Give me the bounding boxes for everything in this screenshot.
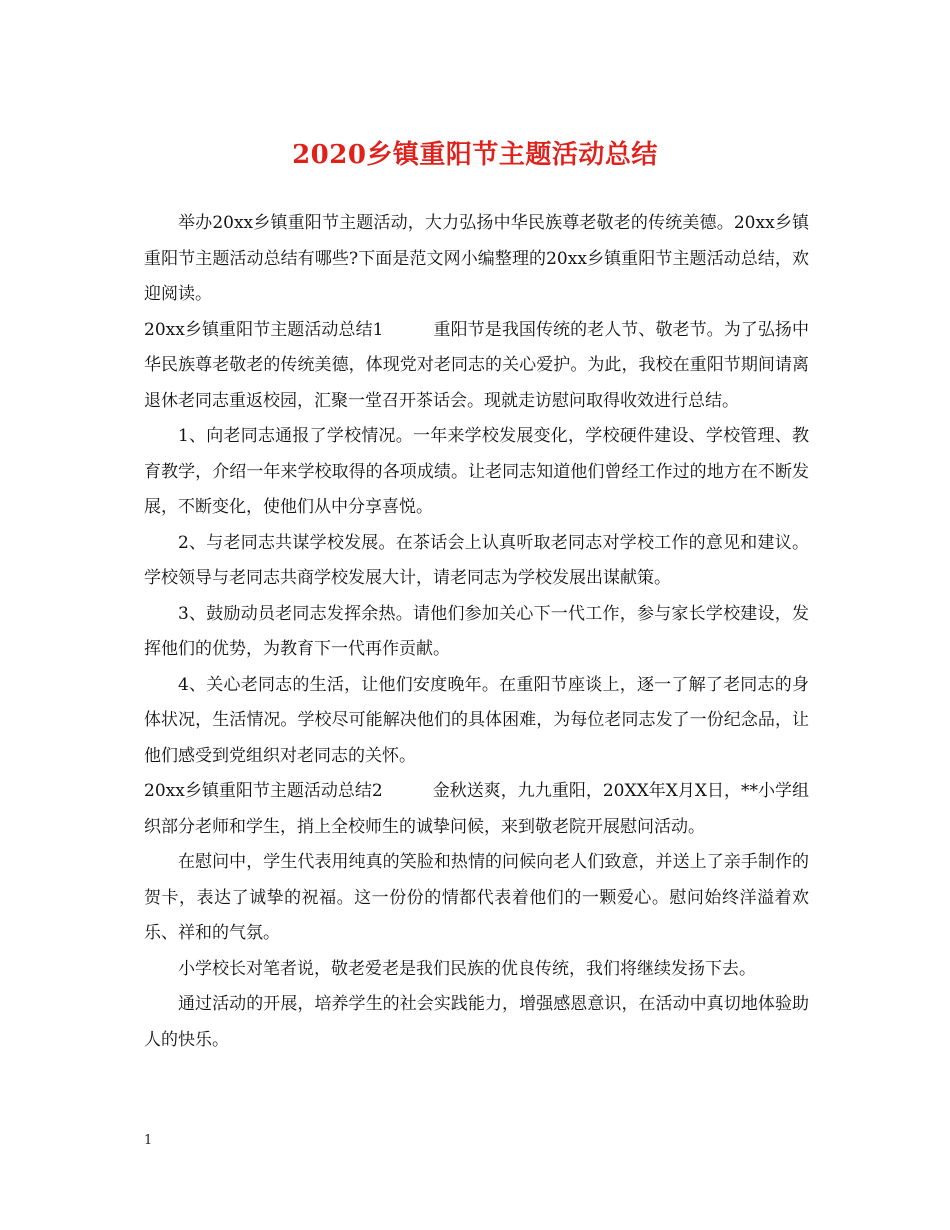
- paragraph-summary-2: [144, 774, 809, 845]
- paragraph-summary-1: [144, 313, 809, 420]
- paragraph-item-2: 2、与老同志共谋学校发展。在茶话会上认真听取老同志对学校工作的意见和建议。学校领导与老同志共商学校发展大计，请老同志为学校发展出谋献策。: [144, 532, 809, 588]
- section-heading-1: 20xx乡镇重阳节主题活动总结1: [144, 319, 384, 340]
- paragraph-principal: 小学校长对笔者说，敬老爱老是我们民族的优良传统，我们将继续发扬下去。: [178, 958, 756, 979]
- paragraph-item-3: 3、鼓励动员老同志发挥余热。请他们参加关心下一代工作，参与家长学校建设，发挥他们的优势，为教育下一代再作贡献。: [144, 603, 809, 659]
- section-text-2: 金秋送爽，九九重阳，20XX年X月X日，**小学组织部分老师和学生，捎上全校师生的诚挚问候，来到敬老院开展慰问活动。: [144, 781, 810, 837]
- section-heading-2: 20xx乡镇重阳节主题活动总结2: [144, 781, 383, 801]
- paragraph-item-1: 1、向老同志通报了学校情况。一年来学校发展变化，学校硬件建设、学校管理、教育教学，介绍一年来学校取得的各项成绩。让老同志知道他们曾经工作过的地方在不断发展，不断变化，使他们从中分享喜悦。: [144, 426, 809, 517]
- section-text-1: 重阳节是我国传统的老人节、敬老节。为了弘扬中华民族尊老敬老的传统美德，体现党对老同志的关心爱护。为此，我校在重阳节期间请离退休老同志重返校园，汇聚一堂召开茶话会。现就走访慰问取得收效进行总结。: [144, 319, 810, 411]
- paragraph-visit: 在慰问中，学生代表用纯真的笑脸和热情的问候向老人们致意，并送上了亲手制作的贺卡，表达了诚挚的祝福。这一份份的情都代表着他们的一颗爱心。慰问始终洋溢着欢乐、祥和的气氛。: [144, 852, 809, 943]
- document-title: 2020乡镇重阳节主题活动总结: [292, 140, 658, 170]
- paragraph-item-4: 4、关心老同志的生活，让他们安度晚年。在重阳节座谈上，逐一了解了老同志的身体状况，生活情况。学校尽可能解决他们的具体困难，为每位老同志发了一份纪念品，让他们感受到党组织对老同志的关怀。: [144, 674, 809, 766]
- document-body: [144, 206, 809, 1058]
- paragraph-intro: 举办20xx乡镇重阳节主题活动，大力弘扬中华民族尊老敬老的传统美德。20xx乡镇重阳节主题活动总结有哪些?下面是范文网小编整理的20xx乡镇重阳节主题活动总结，欢迎阅读。: [144, 213, 809, 304]
- page-number: 1: [144, 1133, 153, 1148]
- paragraph-conclusion: 通过活动的开展，培养学生的社会实践能力，增强感恩意识，在活动中真切地体验助人的快乐。: [144, 994, 809, 1050]
